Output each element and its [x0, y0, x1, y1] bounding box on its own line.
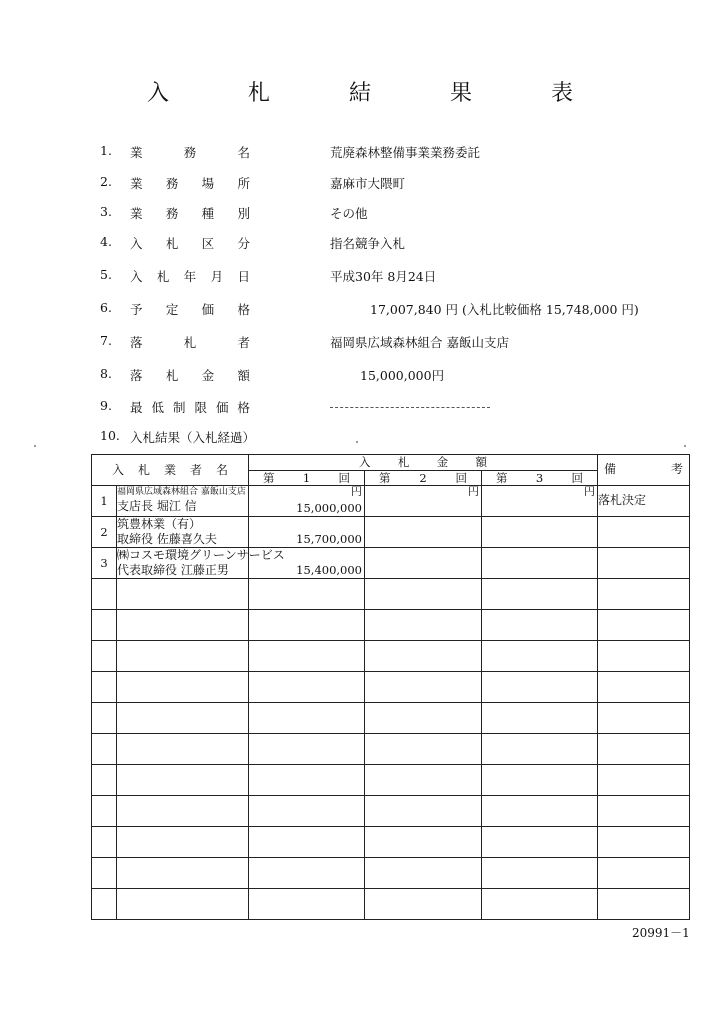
bid-amount-header [249, 455, 598, 471]
info-label-char: 低 [151, 400, 164, 415]
scan-speck [356, 441, 358, 443]
empty-cell [365, 579, 482, 610]
empty-cell [365, 827, 482, 858]
empty-cell [249, 889, 365, 920]
info-label [130, 174, 250, 192]
table-row-empty [92, 579, 690, 610]
empty-cell [92, 858, 117, 889]
row-number: 2 [92, 517, 117, 548]
info-label-char: 種 [201, 206, 215, 221]
info-label-char: 格 [237, 302, 250, 317]
empty-cell [598, 579, 690, 610]
empty-cell [482, 579, 598, 610]
bid-amount-round-1 [249, 486, 365, 517]
empty-cell [249, 858, 365, 889]
bid-amount-round-2 [365, 486, 482, 517]
info-row [0, 366, 720, 390]
info-number: 8. [100, 366, 112, 381]
scan-speck [34, 445, 36, 447]
empty-cell [482, 858, 598, 889]
info-label-char: 入 [130, 236, 143, 251]
info-row [0, 143, 720, 167]
info-value: 嘉麻市大隈町 [330, 176, 406, 191]
bidder-name [117, 517, 249, 548]
bidder-line2: 支店長 堀江 信 [117, 499, 197, 513]
empty-cell [92, 610, 117, 641]
empty-cell [249, 610, 365, 641]
info-label-char: 札 [156, 269, 170, 284]
empty-cell [92, 703, 117, 734]
empty-cell [249, 703, 365, 734]
bidder-line1: ㈱コスモ環境グリーンサービス [117, 548, 285, 562]
yen-unit: 円 [584, 485, 596, 498]
info-label-char: 年 [183, 269, 197, 284]
table-row-empty [92, 672, 690, 703]
empty-cell [482, 703, 598, 734]
info-label-char: 名 [237, 145, 250, 160]
info-label: 入札結果（入札経過） [130, 430, 256, 445]
empty-cell [117, 796, 249, 827]
empty-cell [249, 827, 365, 858]
table-row-empty [92, 641, 690, 672]
info-label [130, 398, 250, 416]
table-row [92, 517, 690, 548]
info-label-char: 制 [172, 400, 186, 415]
info-label-char: 限 [194, 400, 207, 415]
empty-cell [598, 796, 690, 827]
empty-cell [117, 579, 249, 610]
header-char: 備 [604, 462, 617, 476]
info-label [130, 333, 250, 351]
empty-cell [249, 796, 365, 827]
info-label-char: 札 [165, 236, 179, 251]
info-label [130, 300, 250, 318]
info-label-char: 入 [130, 269, 143, 284]
empty-cell [365, 889, 482, 920]
info-label-char: 区 [201, 236, 215, 251]
empty-cell [92, 734, 117, 765]
info-number: 1. [100, 143, 112, 158]
header-char: 名 [216, 463, 229, 477]
header-char: 入 [112, 463, 125, 477]
bidder-line2: 取締役 佐藤喜久夫 [117, 532, 217, 546]
info-number: 5. [100, 267, 112, 282]
header-char: 者 [190, 463, 203, 477]
bidder-line1: 福岡県広域森林組合 嘉飯山支店 [117, 487, 246, 497]
round-3-header [482, 470, 598, 486]
remark [598, 517, 690, 548]
header-char: 入 [359, 455, 371, 469]
header-char: 業 [164, 463, 177, 477]
dashed-line [330, 407, 490, 408]
info-label-char: 金 [201, 368, 215, 383]
info-label-char: 額 [237, 368, 250, 383]
table-row [92, 486, 690, 517]
info-row [0, 267, 720, 291]
bid-amount-round-3 [482, 486, 598, 517]
table-row-empty [92, 858, 690, 889]
empty-cell [365, 610, 482, 641]
table-row-empty [92, 827, 690, 858]
empty-cell [482, 796, 598, 827]
empty-cell [598, 858, 690, 889]
info-value: 指名競争入札 [330, 236, 406, 251]
info-label-char: 者 [237, 335, 250, 350]
info-number: 4. [100, 234, 112, 249]
empty-cell [365, 765, 482, 796]
info-label-char: 落 [130, 335, 143, 350]
bid-amount-round-3 [482, 517, 598, 548]
row-number: 1 [92, 486, 117, 517]
header-char: 回 [455, 470, 467, 485]
info-label-char: 予 [130, 302, 143, 317]
info-label-char: 別 [237, 206, 250, 221]
empty-cell [598, 889, 690, 920]
empty-cell [117, 672, 249, 703]
empty-cell [365, 858, 482, 889]
yen-unit: 円 [351, 485, 363, 498]
info-label-char: 務 [183, 145, 197, 160]
info-label-char: 業 [130, 176, 143, 191]
document-number: 20991－1 [632, 926, 690, 940]
empty-cell [117, 641, 249, 672]
info-label-char: 格 [237, 400, 250, 415]
info-row [0, 204, 720, 228]
info-row [0, 398, 720, 422]
empty-cell [598, 734, 690, 765]
header-char: 考 [671, 462, 684, 476]
header-char: 札 [397, 455, 410, 469]
info-number: 6. [100, 300, 112, 315]
bidder-line1: 筑豊林業（有） [117, 517, 202, 531]
bid-amount-round-2 [365, 548, 482, 579]
empty-cell [598, 703, 690, 734]
header-char: 札 [138, 463, 151, 477]
bidder-name-header [92, 455, 249, 486]
info-label-char: 札 [165, 368, 179, 383]
empty-cell [249, 672, 365, 703]
empty-cell [117, 703, 249, 734]
yen-unit: 円 [468, 485, 480, 498]
remark [598, 548, 690, 579]
bid-amount-round-1 [249, 548, 365, 579]
info-label [130, 204, 250, 222]
table-row-empty [92, 703, 690, 734]
bidder-name [117, 548, 285, 579]
bid-results-table [91, 454, 690, 920]
page-title: 入 札 結 果 表 [147, 81, 609, 106]
empty-cell [365, 703, 482, 734]
header-char: 金 [436, 455, 449, 469]
info-label-char: 価 [201, 302, 215, 317]
info-row [0, 333, 720, 357]
scan-speck [684, 445, 686, 447]
info-label-char: 定 [165, 302, 179, 317]
empty-cell [249, 734, 365, 765]
info-number: 9. [100, 398, 112, 413]
empty-cell [117, 858, 249, 889]
info-label-char: 務 [165, 206, 179, 221]
empty-cell [365, 672, 482, 703]
empty-cell [92, 889, 117, 920]
table-row-empty [92, 796, 690, 827]
empty-cell [92, 765, 117, 796]
info-row [0, 234, 720, 258]
empty-cell [598, 610, 690, 641]
header-char: 第 [263, 470, 275, 485]
info-label-char: 日 [237, 269, 250, 284]
info-label-char: 価 [215, 400, 229, 415]
info-label-char: 場 [201, 176, 215, 191]
header-char: 第 [496, 470, 508, 485]
table-row-empty [92, 610, 690, 641]
header-char: 回 [571, 470, 583, 485]
header-char: 額 [475, 455, 487, 469]
header-char: 3 [535, 470, 544, 485]
empty-cell [92, 796, 117, 827]
bid-amount-round-2 [365, 517, 482, 548]
info-value: 平成30年 8月24日 [330, 269, 437, 284]
info-number: 3. [100, 204, 112, 219]
info-label-char: 分 [237, 236, 250, 251]
empty-cell [482, 610, 598, 641]
empty-cell [598, 827, 690, 858]
info-number: 7. [100, 333, 112, 348]
empty-cell [598, 765, 690, 796]
header-char: 回 [338, 470, 350, 485]
bid-value: 15,700,000 [296, 532, 363, 546]
info-label-char: 務 [165, 176, 179, 191]
empty-cell [482, 765, 598, 796]
empty-cell [92, 579, 117, 610]
empty-cell [482, 672, 598, 703]
info-value: 福岡県広域森林組合 嘉飯山支店 [330, 335, 509, 350]
round-1-header [249, 470, 365, 486]
table-row-empty [92, 889, 690, 920]
bid-value: 15,400,000 [296, 563, 363, 577]
empty-cell [365, 796, 482, 827]
info-label-char: 業 [130, 145, 143, 160]
empty-cell [92, 641, 117, 672]
empty-cell [117, 734, 249, 765]
bid-amount-round-3 [482, 548, 598, 579]
remarks-header [598, 455, 690, 486]
empty-cell [482, 889, 598, 920]
empty-cell [249, 765, 365, 796]
header-char: 2 [419, 470, 427, 485]
empty-cell [482, 734, 598, 765]
info-label-char: 所 [237, 176, 250, 191]
info-label-char: 月 [210, 269, 224, 284]
info-value: 15,000,000円 [360, 368, 445, 383]
info-label-char: 落 [130, 368, 143, 383]
empty-cell [249, 579, 365, 610]
empty-cell [92, 827, 117, 858]
info-label-char: 札 [183, 335, 197, 350]
round-2-header [365, 470, 482, 486]
header-char: 第 [379, 470, 391, 485]
info-row [0, 428, 720, 452]
info-value: その他 [330, 206, 368, 221]
info-label [130, 143, 250, 161]
bidder-name [117, 486, 249, 517]
info-row [0, 174, 720, 198]
empty-cell [482, 827, 598, 858]
empty-cell [365, 641, 482, 672]
empty-cell [117, 827, 249, 858]
empty-cell [598, 672, 690, 703]
row-number: 3 [92, 548, 117, 579]
table-row [92, 548, 690, 579]
remark: 落札決定 [598, 486, 690, 517]
bid-amount-round-1 [249, 517, 365, 548]
empty-cell [482, 641, 598, 672]
info-label [130, 267, 250, 285]
info-number: 2. [100, 174, 112, 189]
header-char: 1 [302, 470, 311, 485]
info-row [0, 300, 720, 324]
info-value: 17,007,840 円 (入札比較価格 15,748,000 円) [370, 302, 639, 317]
info-number: 10. [100, 428, 120, 443]
empty-cell [117, 765, 249, 796]
empty-cell [117, 610, 249, 641]
info-label-char: 最 [130, 400, 143, 415]
table-row-empty [92, 734, 690, 765]
empty-cell [249, 641, 365, 672]
info-value: 荒廃森林整備事業業務委託 [330, 145, 481, 160]
info-label-char: 業 [130, 206, 143, 221]
bid-value: 15,000,000 [296, 501, 363, 515]
empty-cell [92, 672, 117, 703]
info-label [130, 366, 250, 384]
empty-cell [117, 889, 249, 920]
empty-cell [365, 734, 482, 765]
bidder-line2: 代表取締役 江藤正男 [117, 563, 229, 577]
info-label [130, 234, 250, 252]
table-row-empty [92, 765, 690, 796]
empty-cell [598, 641, 690, 672]
